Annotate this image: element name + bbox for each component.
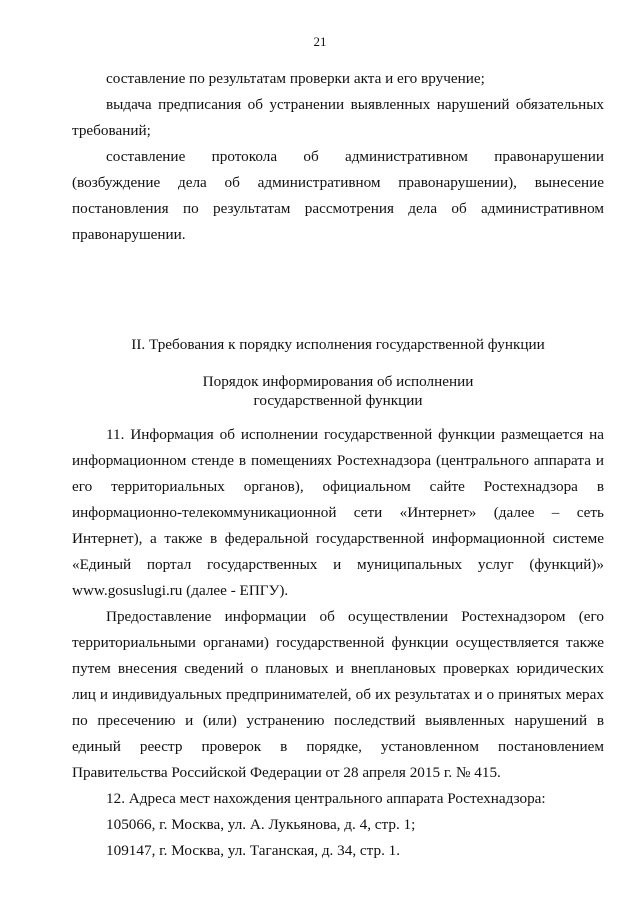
spacer bbox=[72, 248, 604, 332]
spacer bbox=[72, 358, 604, 372]
page-number: 21 bbox=[313, 34, 327, 49]
paragraph-11-information: 11. Информация об исполнении государственной функции размещается на информационном стенде в помещениях Ростехнадзора (центрального аппарата и его территориальных органов), официальном сайте Ростехнадзора в информационно-телекоммуникационной сети «Интернет» (далее – сеть Интернет), а также в федеральной государственной информационной системе «Единый портал государственных и муниципальных услуг (функций)» www.gosuslugi.ru (далее - ЕПГУ). bbox=[72, 426, 604, 599]
paragraph-order-issuance: выдача предписания об устранении выявленных нарушений обязательных требований; bbox=[72, 96, 604, 139]
section-title: II. Требования к порядку исполнения государственной функции bbox=[131, 336, 545, 353]
address-line-2: 109147, г. Москва, ул. Таганская, д. 34, стр. 1. bbox=[106, 842, 401, 859]
section-subtitle-line2: государственной функции bbox=[253, 392, 423, 409]
spacer bbox=[72, 410, 604, 422]
section-subtitle-line1: Порядок информирования об исполнении bbox=[202, 373, 474, 390]
paragraph-protocol-drafting: составление протокола об административном правонарушении (возбуждение дела об административном правонарушении), вынесение постановления по результатам рассмотрения дела об административном правонарушении. bbox=[72, 148, 604, 243]
paragraph-information-provision: Предоставление информации об осуществлении Ростехнадзором (его территориальными органами) государственной функции осуществляется также путем внесения сведений о плановых и внеплановых проверках юридических лиц и индивидуальных предпринимателей, об их результатах и о принятых мерах по пресечению и (или) устранению последствий выявленных нарушений в единый реестр проверок в порядке, установленном постановлением Правительства Российской Федерации от 28 апреля 2015 г. № 415. bbox=[72, 608, 604, 781]
address-line-1: 105066, г. Москва, ул. А. Лукьянова, д. 4, стр. 1; bbox=[106, 816, 416, 833]
page-content bbox=[72, 66, 604, 864]
paragraph-act-drafting: составление по результатам проверки акта и его вручение; bbox=[106, 70, 485, 87]
paragraph-12-addresses: 12. Адреса мест нахождения центрального аппарата Ростехнадзора: bbox=[106, 790, 546, 807]
